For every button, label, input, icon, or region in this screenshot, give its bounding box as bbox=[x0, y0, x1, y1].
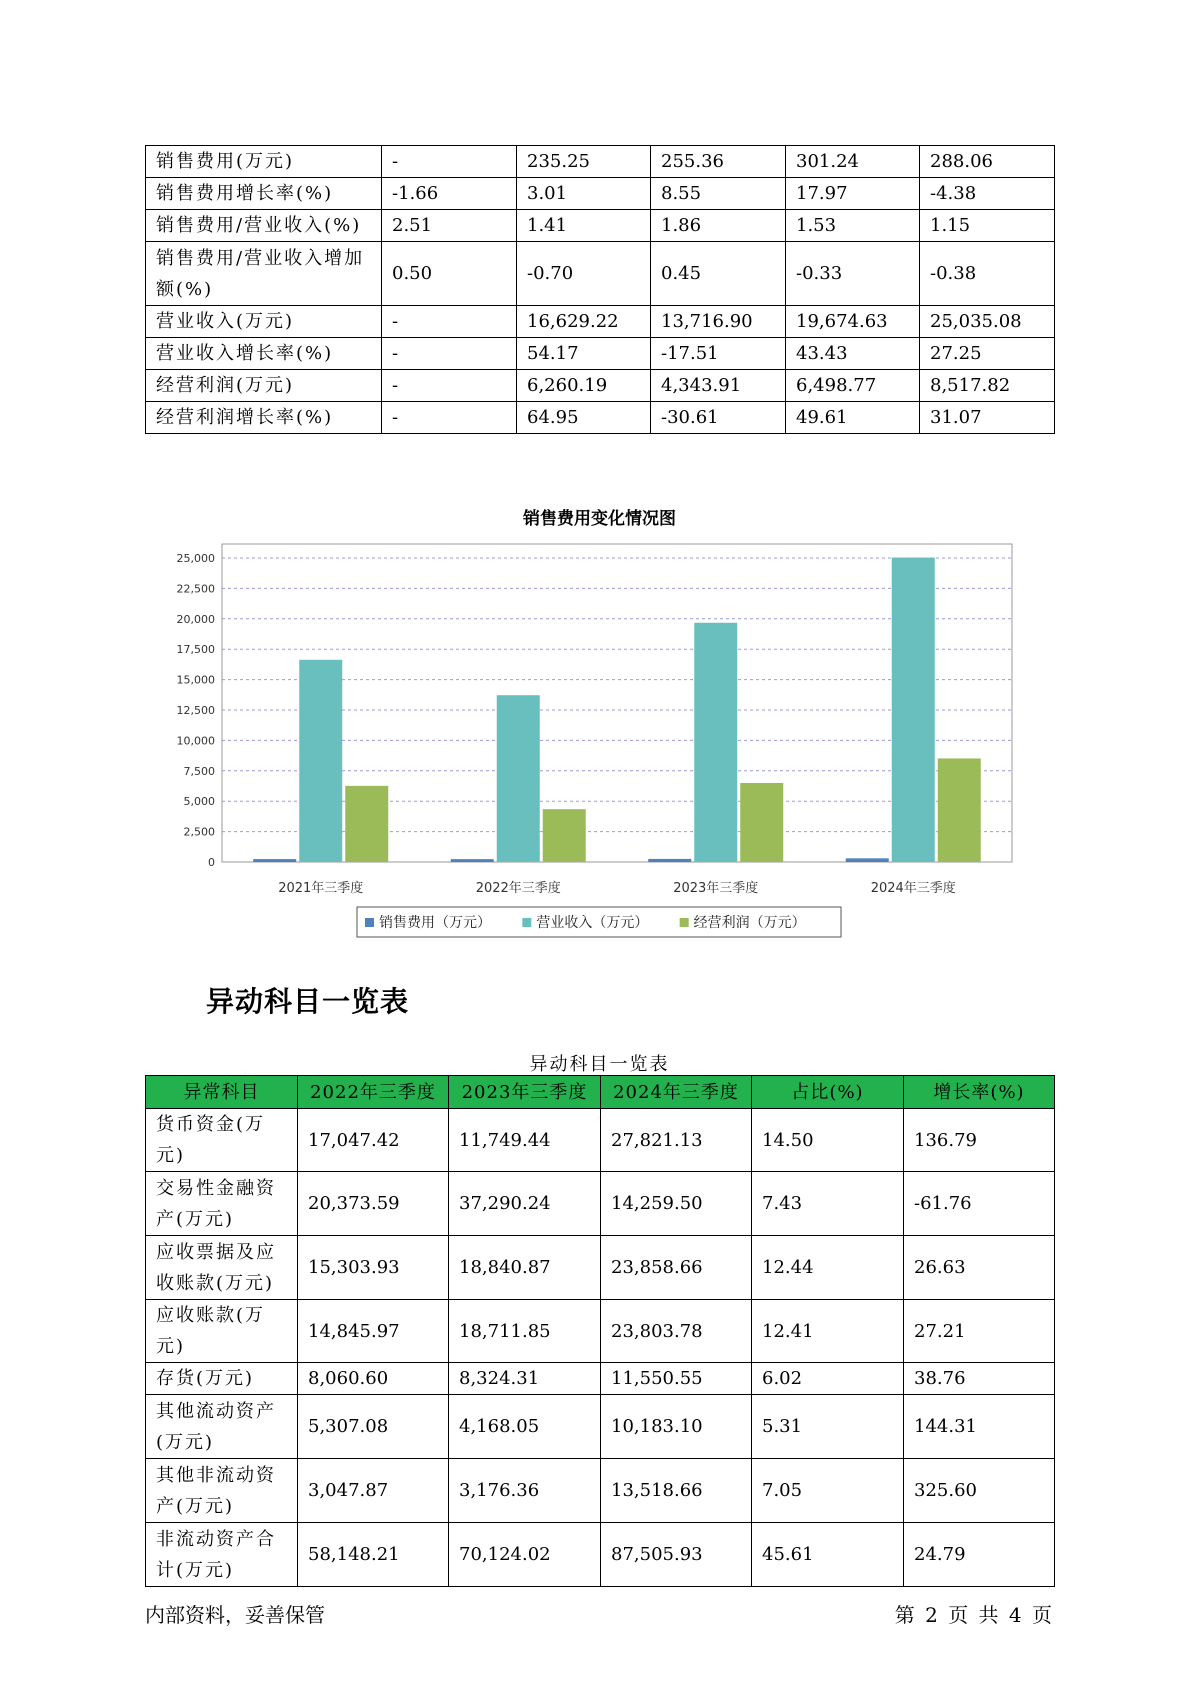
row-label: 销售费用增长率(%) bbox=[146, 178, 382, 210]
table-row bbox=[146, 306, 1055, 338]
bar-1 bbox=[892, 558, 935, 862]
cell: 255.36 bbox=[651, 146, 786, 178]
cell: 6,260.19 bbox=[517, 370, 651, 402]
x-tick-label: 2022年三季度 bbox=[475, 881, 561, 896]
cell: 1.41 bbox=[517, 210, 651, 242]
y-tick-label: 12,500 bbox=[176, 704, 215, 717]
y-tick-label: 22,500 bbox=[176, 582, 215, 596]
cell: 19,674.63 bbox=[786, 306, 920, 338]
legend-label: 销售费用（万元） bbox=[379, 915, 491, 931]
cell: -0.38 bbox=[920, 242, 1055, 306]
cell: 7.05 bbox=[752, 1459, 904, 1523]
row-label: 销售费用/营业收入(%) bbox=[146, 210, 382, 242]
cell: -4.38 bbox=[920, 178, 1055, 210]
bar-1 bbox=[497, 695, 540, 862]
cell: 4,343.91 bbox=[651, 370, 786, 402]
cell: 27.21 bbox=[904, 1300, 1055, 1363]
cell: 16,629.22 bbox=[517, 306, 651, 338]
cell: 1.15 bbox=[920, 210, 1055, 242]
cell: 17.97 bbox=[786, 178, 920, 210]
y-tick-label: 17,500 bbox=[176, 643, 215, 657]
cell: 14,259.50 bbox=[601, 1172, 752, 1236]
legend-label: 营业收入（万元） bbox=[536, 915, 649, 931]
table-row bbox=[146, 1459, 1055, 1523]
row-label: 销售费用/营业收入增加额(%) bbox=[146, 242, 382, 306]
column-header: 2023年三季度 bbox=[449, 1076, 601, 1109]
bar-2 bbox=[543, 809, 586, 862]
cell: 0.50 bbox=[382, 242, 517, 306]
cell: 2.51 bbox=[382, 210, 517, 242]
column-header: 增长率(%) bbox=[904, 1076, 1055, 1109]
cell: 24.79 bbox=[904, 1523, 1055, 1587]
cell: - bbox=[382, 146, 517, 178]
cell: 325.60 bbox=[904, 1459, 1055, 1523]
row-label: 货币资金(万元) bbox=[146, 1109, 298, 1172]
table-row bbox=[146, 178, 1055, 210]
cell: 0.45 bbox=[651, 242, 786, 306]
legend-label: 经营利润（万元） bbox=[693, 915, 806, 931]
chart-title: 销售费用变化情况图 bbox=[523, 509, 676, 529]
row-label: 存货(万元) bbox=[146, 1363, 298, 1395]
table-row bbox=[146, 146, 1055, 178]
sales-expense-bar-chart bbox=[150, 530, 1030, 950]
cell: 1.53 bbox=[786, 210, 920, 242]
y-tick-label: 25,000 bbox=[176, 552, 215, 565]
cell: 12.44 bbox=[752, 1236, 904, 1300]
cell: 37,290.24 bbox=[449, 1172, 601, 1236]
table-row bbox=[146, 1236, 1055, 1300]
cell: 8,060.60 bbox=[298, 1363, 449, 1395]
row-label: 其他流动资产(万元) bbox=[146, 1395, 298, 1459]
cell: 13,518.66 bbox=[601, 1459, 752, 1523]
table-row bbox=[146, 1300, 1055, 1363]
row-label: 营业收入增长率(%) bbox=[146, 338, 382, 370]
abnormal-items-table bbox=[145, 1075, 1055, 1587]
table-row bbox=[146, 210, 1055, 242]
row-label: 应收票据及应收账款(万元) bbox=[146, 1236, 298, 1300]
cell: 5,307.08 bbox=[298, 1395, 449, 1459]
y-tick-label: 20,000 bbox=[176, 612, 215, 626]
cell: 1.86 bbox=[651, 210, 786, 242]
cell: 70,124.02 bbox=[449, 1523, 601, 1587]
cell: - bbox=[382, 306, 517, 338]
table-header-row bbox=[146, 1076, 1055, 1109]
cell: 27.25 bbox=[920, 338, 1055, 370]
x-tick-label: 2021年三季度 bbox=[278, 881, 364, 896]
column-header: 2022年三季度 bbox=[298, 1076, 449, 1109]
cell: 17,047.42 bbox=[298, 1109, 449, 1172]
cell: 23,858.66 bbox=[601, 1236, 752, 1300]
cell: 43.43 bbox=[786, 338, 920, 370]
cell: -30.61 bbox=[651, 402, 786, 434]
bar-2 bbox=[938, 758, 981, 862]
row-label: 交易性金融资产(万元) bbox=[146, 1172, 298, 1236]
cell: 11,749.44 bbox=[449, 1109, 601, 1172]
table-row bbox=[146, 402, 1055, 434]
cell: - bbox=[382, 370, 517, 402]
y-tick-label: 0 bbox=[208, 856, 215, 869]
column-header: 2024年三季度 bbox=[601, 1076, 752, 1109]
cell: 31.07 bbox=[920, 402, 1055, 434]
column-header: 占比(%) bbox=[752, 1076, 904, 1109]
cell: 25,035.08 bbox=[920, 306, 1055, 338]
table-caption: 异动科目一览表 bbox=[529, 1054, 670, 1075]
table-row bbox=[146, 1363, 1055, 1395]
cell: 13,716.90 bbox=[651, 306, 786, 338]
cell: - bbox=[382, 338, 517, 370]
table-row bbox=[146, 242, 1055, 306]
cell: 38.76 bbox=[904, 1363, 1055, 1395]
cell: 58,148.21 bbox=[298, 1523, 449, 1587]
cell: 23,803.78 bbox=[601, 1300, 752, 1363]
bar-0 bbox=[846, 858, 889, 862]
cell: 3.01 bbox=[517, 178, 651, 210]
cell: -0.33 bbox=[786, 242, 920, 306]
section-heading: 异动科目一览表 bbox=[206, 985, 410, 1018]
y-tick-label: 10,000 bbox=[176, 734, 215, 748]
sales-expense-table bbox=[145, 145, 1055, 434]
cell: 8,517.82 bbox=[920, 370, 1055, 402]
legend-swatch bbox=[522, 918, 531, 927]
table-row bbox=[146, 1523, 1055, 1587]
cell: 5.31 bbox=[752, 1395, 904, 1459]
cell: 6.02 bbox=[752, 1363, 904, 1395]
row-label: 经营利润增长率(%) bbox=[146, 402, 382, 434]
row-label: 应收账款(万元) bbox=[146, 1300, 298, 1363]
cell: 12.41 bbox=[752, 1300, 904, 1363]
row-label: 其他非流动资产(万元) bbox=[146, 1459, 298, 1523]
cell: 11,550.55 bbox=[601, 1363, 752, 1395]
bar-1 bbox=[299, 660, 342, 862]
bar-0 bbox=[253, 859, 296, 862]
cell: 6,498.77 bbox=[786, 370, 920, 402]
table-row bbox=[146, 1172, 1055, 1236]
cell: 4,168.05 bbox=[449, 1395, 601, 1459]
legend-swatch bbox=[365, 918, 374, 927]
cell: 18,711.85 bbox=[449, 1300, 601, 1363]
cell: 64.95 bbox=[517, 402, 651, 434]
cell: -1.66 bbox=[382, 178, 517, 210]
cell: 301.24 bbox=[786, 146, 920, 178]
bar-2 bbox=[740, 783, 783, 862]
bar-0 bbox=[648, 859, 691, 862]
table-row bbox=[146, 370, 1055, 402]
cell: 20,373.59 bbox=[298, 1172, 449, 1236]
cell: -61.76 bbox=[904, 1172, 1055, 1236]
cell: 144.31 bbox=[904, 1395, 1055, 1459]
cell: 3,047.87 bbox=[298, 1459, 449, 1523]
table-row bbox=[146, 1395, 1055, 1459]
column-header: 异常科目 bbox=[146, 1076, 298, 1109]
cell: 15,303.93 bbox=[298, 1236, 449, 1300]
y-tick-label: 7,500 bbox=[183, 764, 215, 778]
cell: 288.06 bbox=[920, 146, 1055, 178]
table-row bbox=[146, 338, 1055, 370]
cell: 8,324.31 bbox=[449, 1363, 601, 1395]
row-label: 营业收入(万元) bbox=[146, 306, 382, 338]
row-label: 非流动资产合计(万元) bbox=[146, 1523, 298, 1587]
bar-0 bbox=[451, 859, 494, 862]
cell: 45.61 bbox=[752, 1523, 904, 1587]
cell: 136.79 bbox=[904, 1109, 1055, 1172]
cell: 18,840.87 bbox=[449, 1236, 601, 1300]
cell: 14.50 bbox=[752, 1109, 904, 1172]
table-row bbox=[146, 1109, 1055, 1172]
cell: 7.43 bbox=[752, 1172, 904, 1236]
row-label: 经营利润(万元) bbox=[146, 370, 382, 402]
y-tick-label: 2,500 bbox=[183, 825, 215, 839]
footer-confidential-note: 内部资料，妥善保管 bbox=[145, 1603, 325, 1627]
cell: 27,821.13 bbox=[601, 1109, 752, 1172]
cell: 235.25 bbox=[517, 146, 651, 178]
cell: 3,176.36 bbox=[449, 1459, 601, 1523]
cell: 26.63 bbox=[904, 1236, 1055, 1300]
cell: 49.61 bbox=[786, 402, 920, 434]
cell: - bbox=[382, 402, 517, 434]
bar-2 bbox=[345, 786, 388, 862]
y-tick-label: 5,000 bbox=[183, 795, 215, 809]
bar-1 bbox=[694, 623, 737, 862]
footer-page-number: 第 2 页 共 4 页 bbox=[894, 1603, 1054, 1627]
cell: 54.17 bbox=[517, 338, 651, 370]
cell: -17.51 bbox=[651, 338, 786, 370]
y-tick-label: 15,000 bbox=[176, 673, 215, 687]
cell: 87,505.93 bbox=[601, 1523, 752, 1587]
cell: 8.55 bbox=[651, 178, 786, 210]
legend-swatch bbox=[680, 918, 689, 927]
cell: -0.70 bbox=[517, 242, 651, 306]
cell: 10,183.10 bbox=[601, 1395, 752, 1459]
x-tick-label: 2023年三季度 bbox=[673, 881, 759, 896]
cell: 14,845.97 bbox=[298, 1300, 449, 1363]
row-label: 销售费用(万元) bbox=[146, 146, 382, 178]
x-tick-label: 2024年三季度 bbox=[870, 881, 956, 896]
